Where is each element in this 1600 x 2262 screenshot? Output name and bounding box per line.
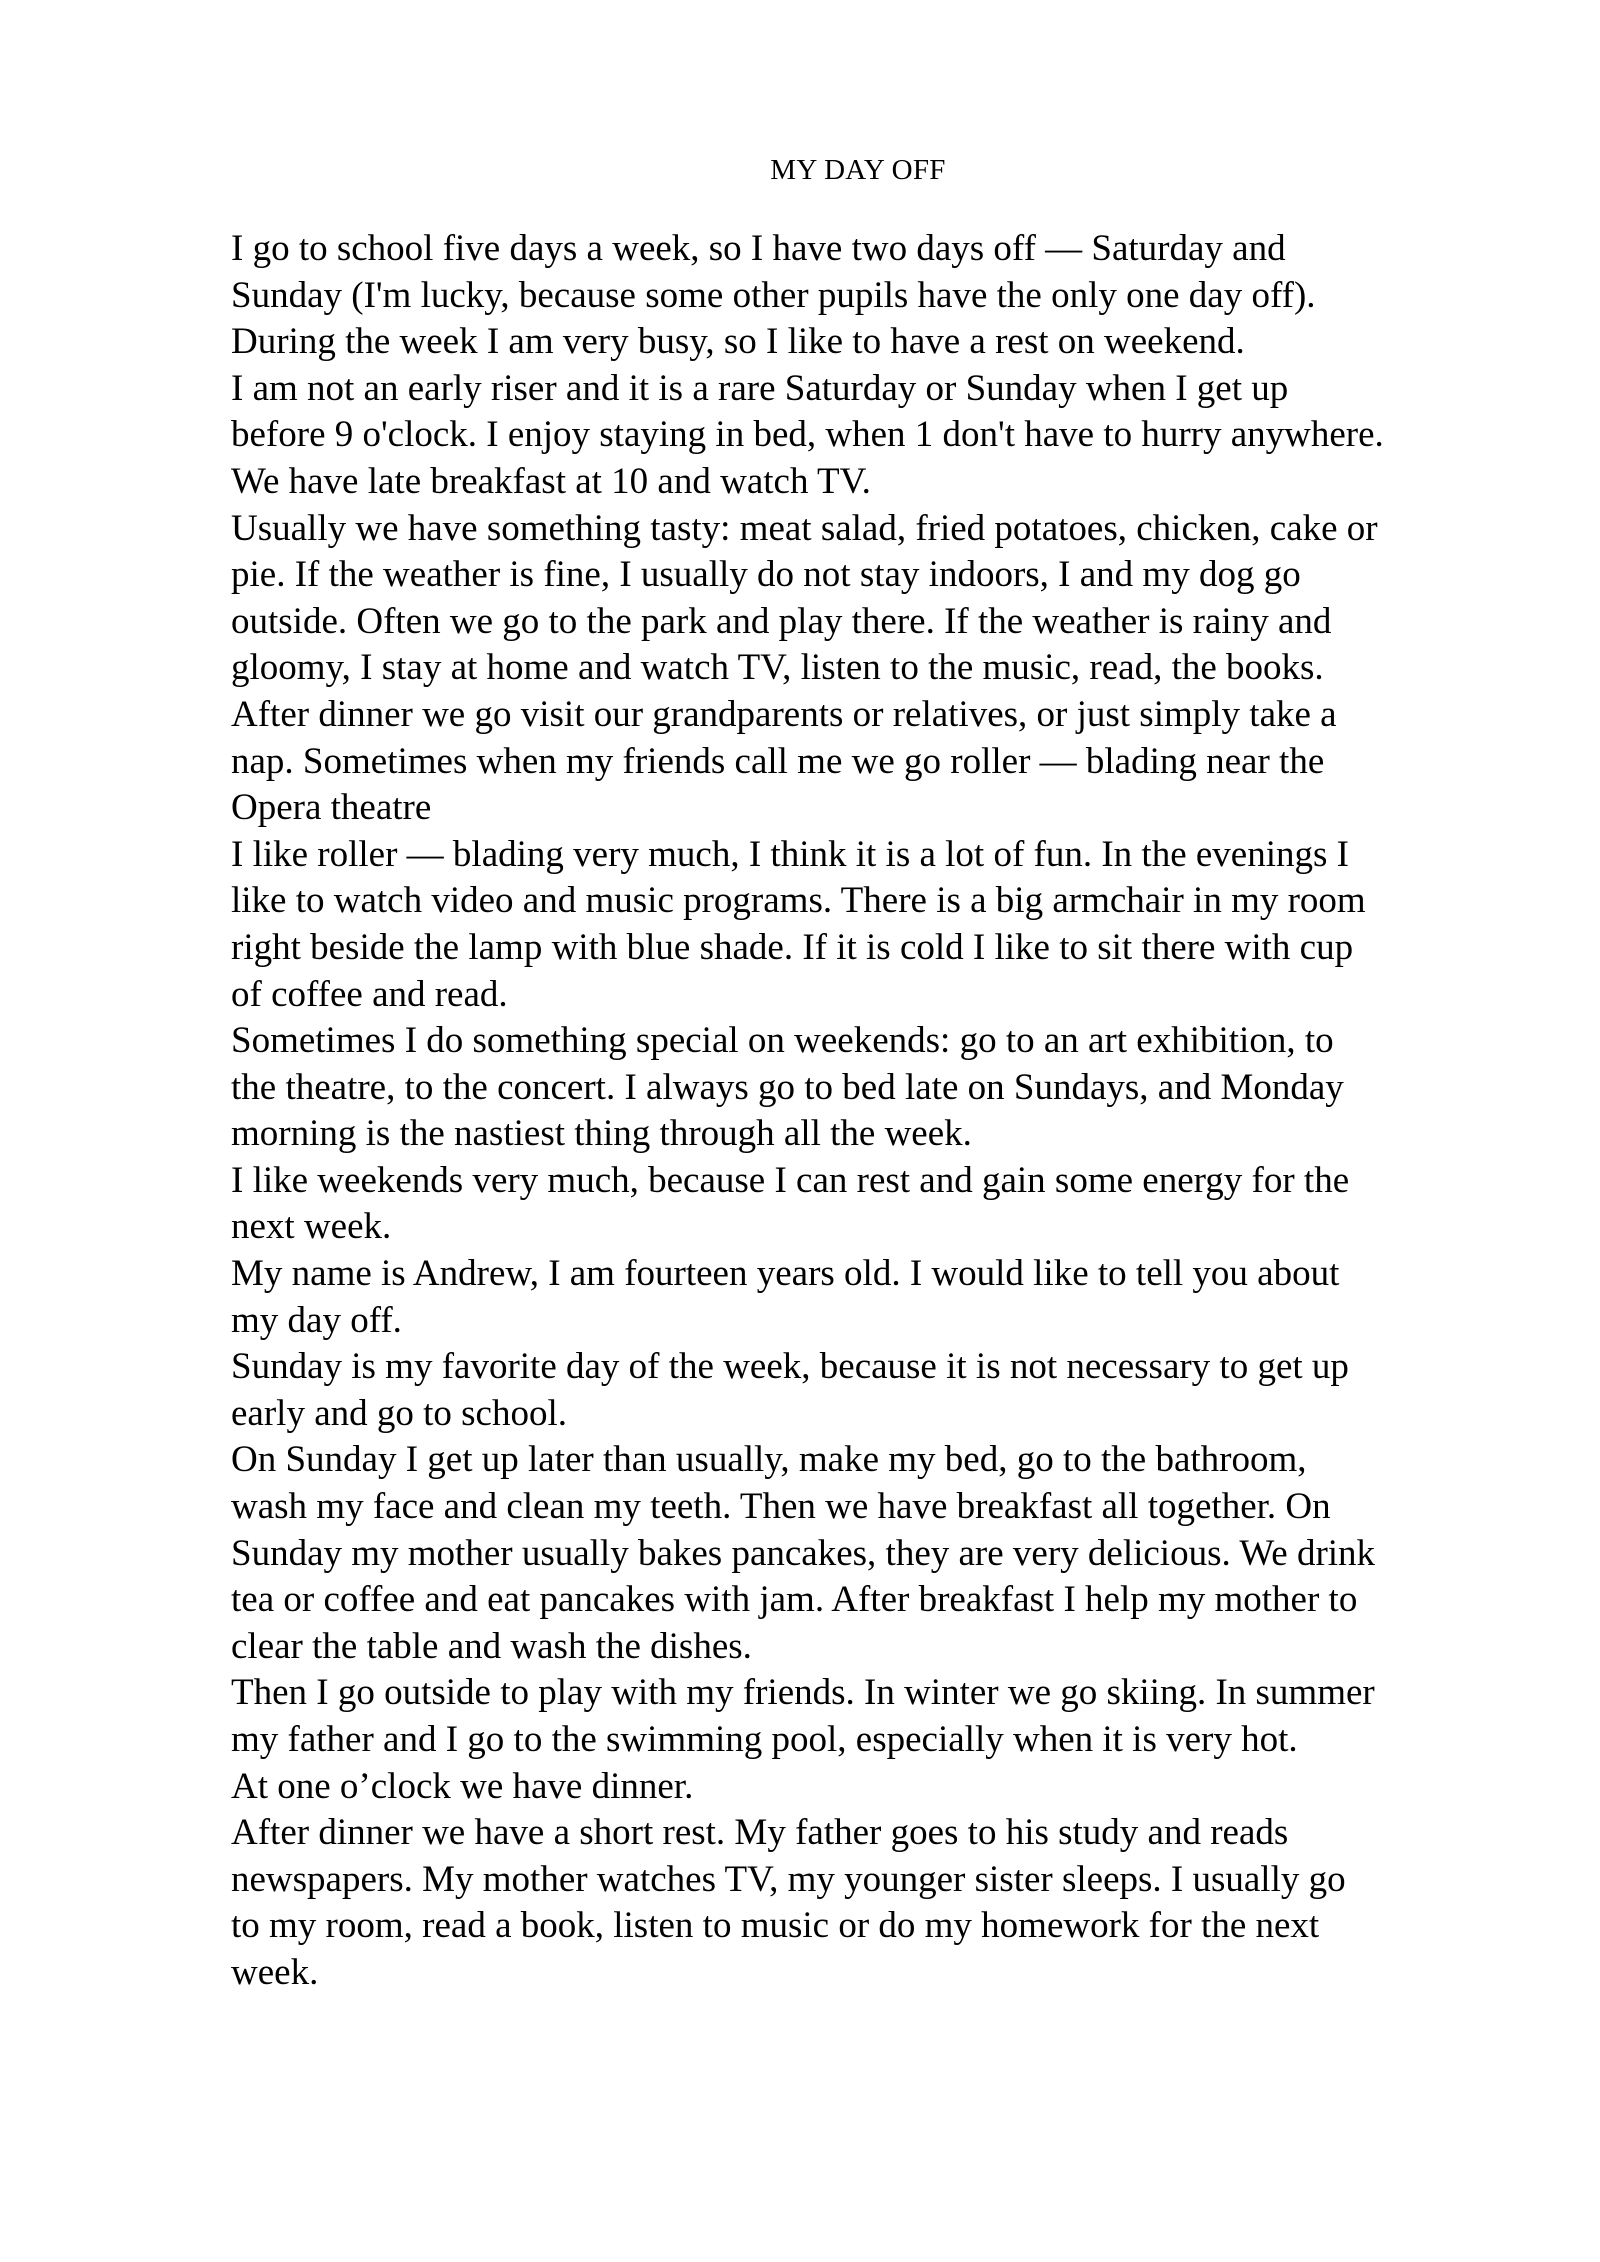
text-line: before 9 o'clock. I enjoy staying in bed, when 1 don't have to hurry anywhere. — [231, 414, 1384, 456]
text-line: wash my face and clean my teeth. Then we have breakfast all together. On — [231, 1486, 1331, 1528]
text-line: of coffee and read. — [231, 973, 508, 1015]
text-line: morning is the nastiest thing through all the week. — [231, 1113, 972, 1155]
paragraph — [231, 366, 1531, 506]
paragraph — [231, 1670, 1531, 1763]
paragraph — [231, 1158, 1531, 1251]
text-line: newspapers. My mother watches TV, my younger sister sleeps. I usually go — [231, 1858, 1346, 1900]
text-line: Then I go outside to play with my friends. In winter we go skiing. In summer — [231, 1672, 1375, 1714]
text-line: At one o’clock we have dinner. — [231, 1765, 694, 1807]
paragraph — [231, 226, 1531, 366]
text-line: Opera theatre — [231, 787, 432, 829]
text-line: pie. If the weather is fine, I usually do not stay indoors, I and my dog go — [231, 554, 1301, 596]
text-line: My name is Andrew, I am fourteen years old. I would like to tell you about — [231, 1253, 1340, 1295]
text-line: Usually we have something tasty: meat salad, fried potatoes, chicken, cake or — [231, 507, 1378, 549]
text-line: the theatre, to the concert. I always go to bed late on Sundays, and Monday — [231, 1066, 1344, 1108]
paragraph — [231, 1764, 1531, 1811]
document-body — [231, 226, 1531, 1997]
text-line: my father and I go to the swimming pool, especially when it is very hot. — [231, 1719, 1298, 1760]
paragraph — [231, 1018, 1531, 1158]
text-line: Sunday is my favorite day of the week, because it is not necessary to get up — [231, 1346, 1349, 1388]
paragraph — [231, 506, 1531, 832]
text-line: tea or coffee and eat pancakes with jam. After breakfast I help my mother to — [231, 1579, 1358, 1621]
text-line: like to watch video and music programs. There is a big armchair in my room — [231, 880, 1366, 922]
text-line: Sunday (I'm lucky, because some other pupils have the only one day off). — [231, 274, 1316, 316]
paragraph — [231, 1344, 1531, 1437]
text-line: week. — [231, 1951, 319, 1993]
document-title: MY DAY OFF — [770, 154, 946, 186]
paragraph — [231, 1251, 1531, 1344]
text-line: my day off. — [231, 1299, 402, 1341]
text-line: I go to school five days a week, so I have two days off — Saturday and — [231, 228, 1286, 269]
text-line: Sometimes I do something special on weekends: go to an art exhibition, to — [231, 1020, 1334, 1062]
text-line: to my room, read a book, listen to music or do my homework for the next — [231, 1905, 1320, 1947]
text-line: I am not an early riser and it is a rare Saturday or Sunday when I get up — [231, 367, 1289, 409]
text-line: After dinner we have a short rest. My father goes to his study and reads — [231, 1812, 1289, 1854]
text-line: We have late breakfast at 10 and watch TV. — [231, 460, 871, 502]
text-line: nap. Sometimes when my friends call me we go roller — blading near the — [231, 740, 1325, 782]
text-line: gloomy, I stay at home and watch TV, listen to the music, read, the books. — [231, 647, 1324, 689]
text-line: clear the table and wash the dishes. — [231, 1625, 752, 1667]
paragraph — [231, 1437, 1531, 1670]
text-line: I like weekends very much, because I can rest and gain some energy for the — [231, 1159, 1350, 1201]
text-line: I like roller — blading very much, I think it is a lot of fun. In the evenings I — [231, 833, 1349, 875]
text-line: early and go to school. — [231, 1392, 567, 1434]
text-line: During the week I am very busy, so I like to have a rest on weekend. — [231, 321, 1245, 363]
text-line: After dinner we go visit our grandparents or relatives, or just simply take a — [231, 693, 1337, 735]
text-line: Sunday my mother usually bakes pancakes, they are very delicious. We drink — [231, 1532, 1376, 1574]
text-line: outside. Often we go to the park and play there. If the weather is rainy and — [231, 600, 1332, 642]
text-line: On Sunday I get up later than usually, make my bed, go to the bathroom, — [231, 1439, 1307, 1481]
paragraph — [231, 1810, 1531, 1996]
text-line: right beside the lamp with blue shade. If it is cold I like to sit there with cup — [231, 926, 1354, 968]
paragraph — [231, 832, 1531, 1018]
text-line: next week. — [231, 1206, 392, 1248]
